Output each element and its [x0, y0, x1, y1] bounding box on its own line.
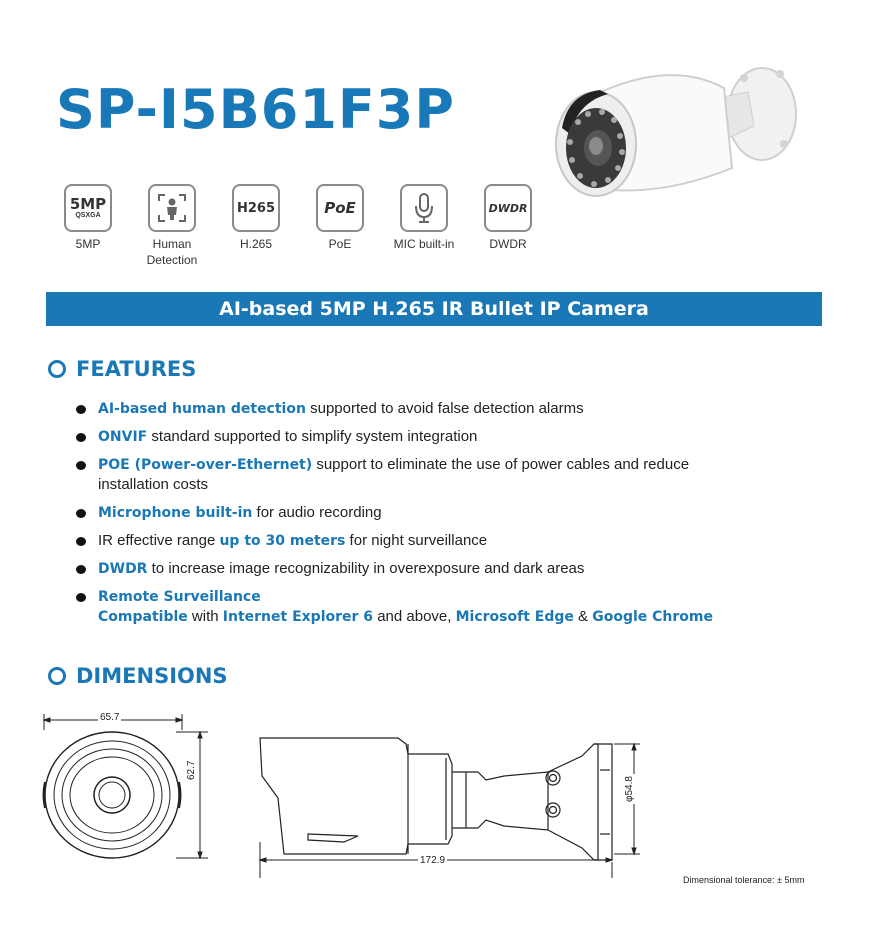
title-banner [46, 292, 822, 326]
bullet-icon [76, 565, 86, 574]
5mp-icon [64, 184, 112, 232]
bullet-icon [76, 537, 86, 546]
front-view-drawing [36, 708, 226, 868]
bullet-icon [76, 461, 86, 470]
icon-label-dwdr: DWDR [489, 237, 527, 251]
bullet-icon [76, 405, 86, 414]
dwdr-icon: DWDR [484, 184, 532, 232]
list-item: AI-based human detection supported to avoid false detection alarms [76, 399, 776, 419]
features-heading: FEATURES [48, 357, 196, 381]
poe-icon: PoE [316, 184, 364, 232]
microphone-icon [400, 184, 448, 232]
h265-icon: H265 [232, 184, 280, 232]
list-item: DWDR to increase image recognizability in overexposure and dark areas [76, 559, 776, 579]
icon-label-poe: PoE [328, 237, 352, 251]
dim-front-height: 62.7 [186, 760, 197, 780]
bullet-icon [76, 433, 86, 442]
bullet-icon [76, 593, 86, 602]
bullet-icon [76, 509, 86, 518]
icon-label-5mp: 5MP [75, 237, 101, 251]
circle-bullet-icon [48, 667, 66, 685]
banner-title: AI-based 5MP H.265 IR Bullet IP Camera [219, 298, 649, 320]
dimensions-heading: DIMENSIONS [48, 664, 228, 688]
5mp-icon-text: 5MP [69, 195, 107, 213]
icon-label-human-detection: Human Detection [146, 237, 198, 267]
circle-bullet-icon [48, 360, 66, 378]
dim-front-width: 65.7 [100, 712, 120, 723]
tolerance-note: Dimensional tolerance: ± 5mm [683, 875, 805, 885]
list-item: Microphone built-in for audio recording [76, 503, 776, 523]
human-detection-icon [148, 184, 196, 232]
list-item: ONVIF standard supported to simplify system integration [76, 427, 776, 447]
features-list [76, 399, 776, 635]
qsxga-icon-text: QSXGA [75, 212, 101, 219]
list-item: IR effective range up to 30 meters for night surveillance [76, 531, 776, 551]
camera-product-photo [548, 48, 808, 208]
list-item: Remote Surveillance Compatible with Internet Explorer 6 and above, Microsoft Edge & Google Chrome [76, 587, 776, 627]
model-title: SP-I5B61F3P [56, 78, 455, 141]
icon-label-h265: H.265 [239, 237, 273, 251]
icon-label-mic: MIC built-in [393, 237, 455, 251]
side-view-drawing [248, 730, 648, 880]
list-item: POE (Power-over-Ethernet) support to eliminate the use of power cables and reduce installation costs [76, 455, 776, 495]
dim-length: 172.9 [420, 855, 446, 866]
dim-diameter: φ54.8 [624, 776, 635, 802]
